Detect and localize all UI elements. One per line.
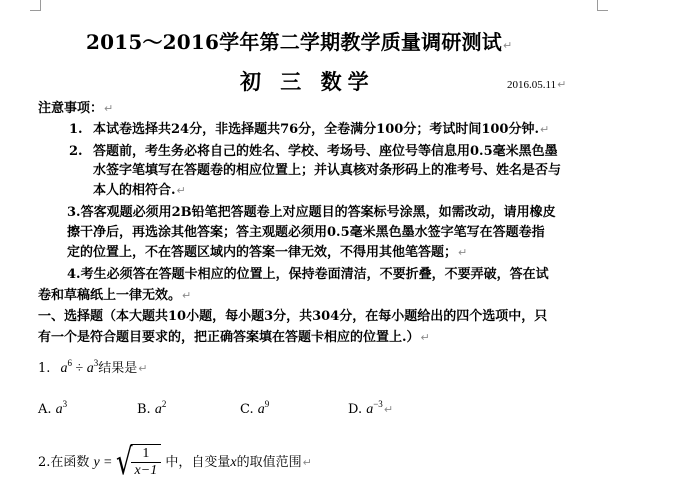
section-heading-choice: 一、选择题（本大题共10小题，每小题3分，共304分，在每小题给出的四个选项中，只 [38,309,548,324]
paragraph-mark-icon: ↵ [138,362,148,375]
paragraph-mark-icon: ↵ [502,39,513,52]
exam-title: 2015～2016学年第二学期教学质量调研测试↵ [86,30,513,54]
paragraph-mark-icon: ↵ [104,102,114,115]
notice-item-3-line-2: 擦干净后，再选涂其他答案；答主观题必须用0.5毫米黑色墨水签字笔写在答题卷指 [67,225,545,240]
square-root-icon: √ [115,441,133,484]
question-1-expression: $a^6 \div a^3$ [60,358,99,376]
radicand [131,444,162,481]
paragraph-mark-icon: ↵ [302,456,312,469]
notice-item-number: 2. [69,144,83,159]
question-1-option-b: B. $a^2$ [137,399,167,417]
notice-item-4-line-2: 卷和草稿纸上一律无效。↵ [38,288,192,303]
margin-corner-mark-left [30,0,41,11]
question-1-option-a: A. $a^3$ [38,399,68,417]
question-1-option-d: D. $a^{-3}↵$ [348,399,394,417]
notice-item-2-line-2: 水签字笔填写在答题卷的相应位置上；并认真核对条形码上的准考号、姓名是否与 [93,163,562,178]
question-1-option-c: C. $a^9$ [240,399,270,417]
question-1: 1. $a^6 \div a^3$结果是↵ [38,358,148,376]
exam-date: 2016.05.11↵ [507,78,567,91]
notice-item-1: 1. 本试卷选择共24分，非选择题共76分，全卷满分100分；考试时间100分钟.↵ [69,122,550,137]
question-number: 1. [38,361,51,376]
notice-heading: 注意事项：↵ [38,101,114,116]
notice-item-4: 4.考生必须答在答题卡相应的位置上，保持卷面清洁，不要折叠，不要弄破，答在试 [67,267,549,282]
paragraph-mark-icon: ↵ [182,289,192,302]
paragraph-mark-icon: ↵ [420,331,430,344]
question-2: 2.在函数 y = √ $\frac{1}{x-1}$ 中，自变量x的取值范围↵ [38,444,312,481]
exam-subject: 初 三 数学 [240,69,375,94]
fraction: $\frac{1}{x-1}$ [131,446,162,479]
notice-item-2-line-3: 本人的相符合.↵ [93,183,186,198]
paragraph-mark-icon: ↵ [176,184,186,197]
paragraph-mark-icon: ↵ [383,403,394,416]
paragraph-mark-icon: ↵ [539,123,550,136]
notice-item-3-line-3: 定的位置上，不在答题区域内的答案一律无效，不得用其他笔答题；↵ [67,245,468,260]
notice-item-3: 3.答客观题必须用2B铅笔把答题卷上对应题目的答案标号涂黑，如需改动，请用橡皮 [67,205,556,220]
paragraph-mark-icon: ↵ [458,246,468,259]
notice-item-2: 2. 答题前，考生务必将自己的姓名、学校、考场号、座位号等信息用0.5毫米黑色墨 [69,144,558,159]
paragraph-mark-icon: ↵ [557,78,567,91]
margin-corner-mark-right [597,0,608,11]
notice-item-number: 1. [69,122,83,137]
section-heading-choice-line-2: 有一个是符合题目要求的，把正确答案填在答题卡相应的位置上.）↵ [38,330,430,345]
